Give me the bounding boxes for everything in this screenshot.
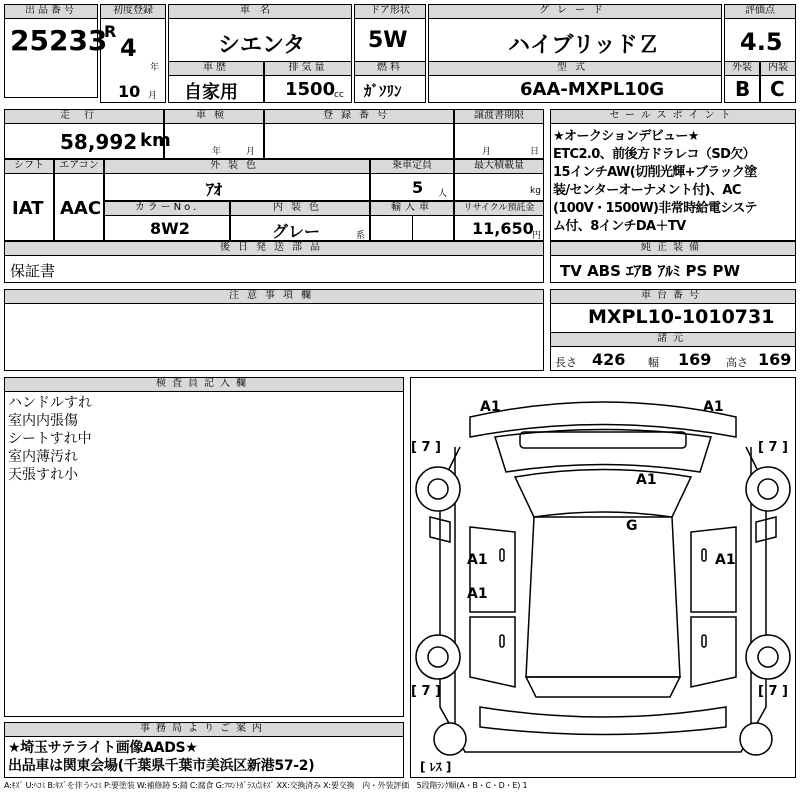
tire-rear-right: [ 7 ] [758, 684, 788, 699]
height: 169 [758, 350, 792, 369]
mark-left-rear-door: A1 [467, 586, 488, 602]
int-color: グレー [272, 222, 321, 241]
notes-box [4, 303, 544, 371]
ext-grade-label: 外装 [724, 61, 760, 76]
selling-point-line: ム付、8インチDA＋TV [553, 219, 686, 234]
model: 6AA-MXPL10G [520, 79, 665, 100]
int-color-label: 内装色 [230, 201, 370, 216]
length: 426 [592, 350, 626, 369]
shift-label: シフト [4, 159, 54, 174]
grade-label: グレード [428, 4, 722, 19]
tire-rear-left: [ 7 ] [411, 684, 441, 699]
capacity-unit: 人 [438, 189, 448, 199]
capacity: 5 [412, 178, 424, 197]
capacity-label: 乗車定員 [370, 159, 454, 174]
chassis-label: 車台番号 [550, 289, 796, 304]
door-label: ドア形状 [354, 4, 426, 19]
mileage-unit: km [140, 130, 171, 151]
notes-label: 注意事項欄 [4, 289, 544, 304]
recycle-unit: 円 [532, 231, 542, 241]
inspector-note-line: 天張すれ小 [8, 467, 78, 483]
mark-right-front-door: A1 [715, 552, 736, 568]
year-unit: 年 [150, 63, 160, 73]
width-label: 幅 [648, 356, 659, 369]
mark-front-right: A1 [703, 399, 724, 415]
grade: ハイブリッドＺ [508, 33, 660, 58]
length-label: 長さ [555, 356, 577, 369]
selling-point-line: 15インチAW(切削光輝+ブラック塗 [553, 165, 757, 180]
transfer-label: 譲渡書期限 [454, 109, 544, 124]
selling-point-line: 装/センターオーナメント付)、AC [553, 183, 741, 198]
int-grade: C [770, 77, 785, 101]
chassis-number: MXPL10-1010731 [588, 306, 775, 328]
reg-no-label: 登録番号 [264, 109, 454, 124]
office-note-line: 出品車は関東会場(千葉県千葉市美浜区新港57-2) [8, 758, 315, 774]
history-label: 車歴 [168, 61, 264, 76]
lot-label: 出品番号 [4, 4, 98, 19]
lot-number: 25233 [10, 24, 108, 57]
door-type: 5W [368, 28, 408, 53]
shift: IAT [12, 198, 44, 219]
int-color-unit: 系 [356, 231, 366, 241]
later-parts: 保証書 [10, 262, 56, 280]
later-parts-box [4, 255, 544, 283]
ac: AAC [60, 198, 102, 219]
first-reg-era: R [104, 22, 117, 41]
fuel: ｶﾞｿﾘﾝ [364, 82, 402, 100]
month-unit: 月 [148, 91, 158, 101]
ext-grade: B [735, 77, 751, 101]
spare-tire: [ ﾚｽ ] [420, 760, 452, 774]
color-no: 8W2 [150, 219, 190, 238]
recycle-label: リサイクル預託金 [454, 201, 544, 216]
inspector-note-line: 室内内張傷 [8, 413, 78, 429]
inspection-month-unit: 月 [246, 147, 256, 157]
car-diagram [410, 377, 796, 778]
inspector-note-line: シートすれ中 [8, 431, 92, 447]
displacement-label: 排気量 [264, 61, 352, 76]
specs-label: 諸元 [550, 332, 796, 347]
ext-color: ｱｵ [206, 180, 223, 199]
inspection-year-unit: 年 [212, 147, 222, 157]
inspector-label: 検査員記入欄 [4, 377, 404, 392]
first-reg-month: 10 [118, 82, 141, 101]
import-label: 輸入車 [370, 201, 454, 216]
model-label: 型式 [428, 61, 722, 76]
selling-points-label: セールスポイント [550, 109, 796, 124]
ext-color-label: 外装色 [104, 159, 370, 174]
recycle: 11,650 [472, 219, 534, 238]
inspector-note-line: ハンドルすれ [8, 395, 92, 411]
mark-left-front-door: A1 [467, 552, 488, 568]
ac-label: エアコン [54, 159, 104, 174]
height-label: 高さ [726, 356, 748, 369]
first-reg-year: 4 [120, 34, 137, 62]
reg-no-box [264, 123, 454, 159]
int-grade-label: 内装 [760, 61, 796, 76]
width: 169 [678, 350, 712, 369]
equipment: TV ABS ｴｱB ｱﾙﾐ PS PW [560, 262, 741, 280]
first-reg-label: 初度登録 [100, 4, 166, 19]
legend: A:ｷｽﾞ U:ﾍｺﾐ B:ｷｽﾞを伴うﾍｺﾐ P:要塗装 W:補修跡 S:錆 C:腐食 G:ﾌﾛﾝﾄｶﾞﾗｽ点ｷｽﾞ XX:交換済み X:要交換 内・外装評価 5段階ﾗﾝｸ順(A・B・C・D・E) 1 [4, 781, 528, 790]
inspection-label: 車検 [164, 109, 264, 124]
mark-glass: G [626, 518, 638, 534]
max-load-unit: kg [530, 186, 541, 196]
inspector-notes [8, 394, 92, 484]
mark-roof: A1 [636, 472, 657, 488]
selling-point-line: (100V・1500W)非常時給電システ [553, 201, 757, 216]
max-load-label: 最大積載量 [454, 159, 544, 174]
mileage-label: 走行 [4, 109, 164, 124]
transfer-month-unit: 月 [482, 147, 492, 157]
tire-front-left: [ 7 ] [411, 440, 441, 455]
cc-unit: cc [334, 90, 344, 100]
selling-points-text [553, 128, 757, 236]
transfer-day-unit: 日 [530, 147, 540, 157]
car-name-label: 車名 [168, 4, 352, 19]
score: 4.5 [740, 28, 783, 56]
mark-front-left: A1 [480, 399, 501, 415]
car-name: シエンタ [218, 33, 306, 58]
score-label: 評価点 [724, 4, 796, 19]
import-divider [412, 215, 413, 241]
color-no-label: カラーNo. [104, 201, 230, 216]
office-notes [8, 739, 314, 775]
selling-point-line: ETC2.0、前後方ドラレコ（SD欠） [553, 147, 756, 162]
office-note-line: ★埼玉サテライト画像AADS★ [8, 740, 198, 756]
history: 自家用 [184, 82, 238, 103]
displacement: 1500 [285, 79, 336, 100]
ext-color-box [104, 173, 370, 201]
inspector-note-line: 室内薄汚れ [8, 449, 78, 465]
tire-front-right: [ 7 ] [758, 440, 788, 455]
selling-point-line: ★オークションデビュー★ [553, 129, 699, 144]
fuel-label: 燃料 [354, 61, 426, 76]
office-label: 事務局よりご案内 [4, 722, 404, 737]
later-parts-label: 後日発送部品 [4, 241, 544, 256]
mileage: 58,992 [60, 130, 138, 154]
equipment-label: 純正装備 [550, 241, 796, 256]
